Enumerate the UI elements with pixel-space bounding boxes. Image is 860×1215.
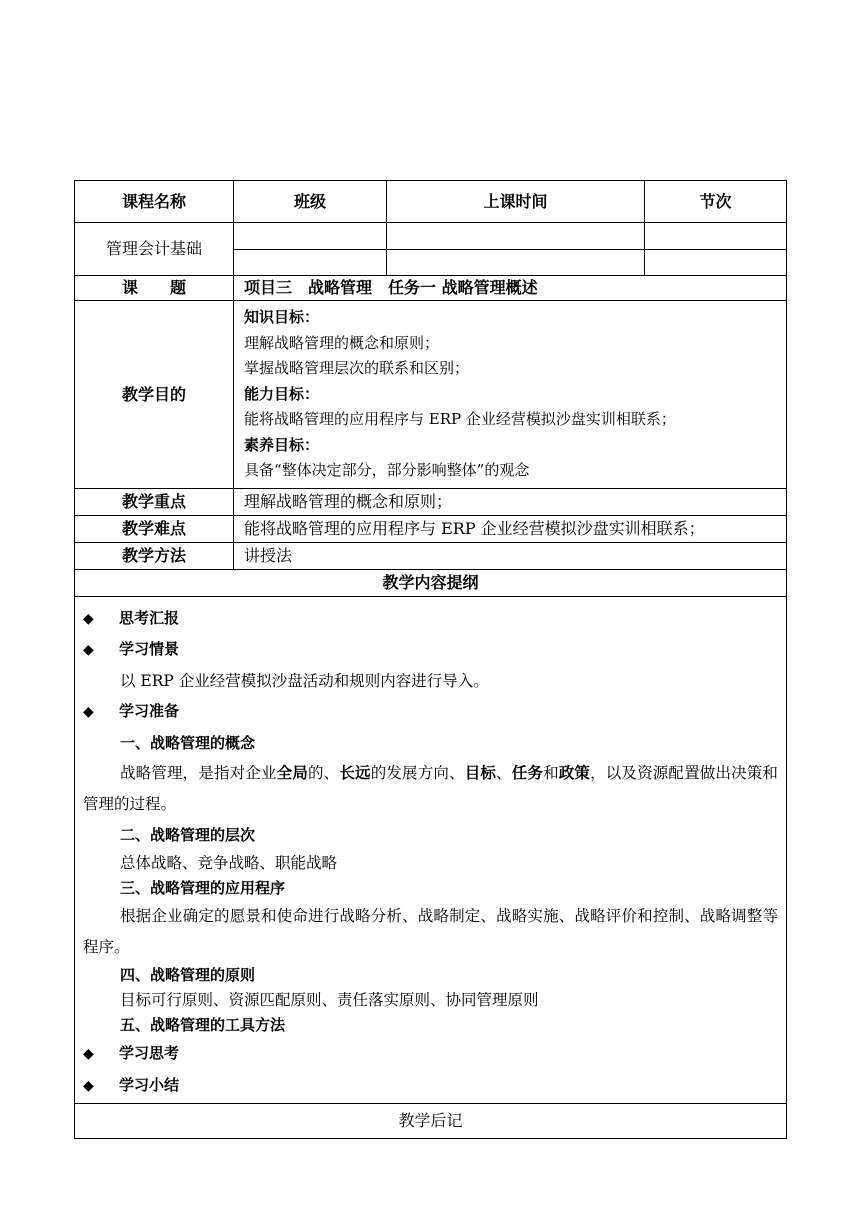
objective-line: 理解战略管理的概念和原则； — [244, 333, 440, 352]
postscript-title: 教学后记 — [75, 1103, 787, 1138]
header-row — [75, 181, 787, 223]
section-heading: 三、战略管理的应用程序 — [120, 879, 286, 898]
topic-row — [75, 276, 787, 301]
objective-line: 知识目标： — [244, 308, 320, 326]
section-heading: 四、战略管理的原则 — [120, 966, 256, 985]
objective-line: 具备“整体决定部分，部分影响整体”的观念 — [244, 461, 530, 479]
period-header: 节次 — [645, 181, 787, 223]
principles-text: 目标可行原则、资源匹配原则、责任落实原则、协同管理原则 — [120, 991, 539, 1010]
lesson-plan-table — [74, 180, 787, 1139]
objective-line: 能力目标： — [244, 384, 320, 403]
diamond-bullet-icon: ◆ — [83, 704, 94, 721]
key-points-row — [75, 488, 787, 515]
class-cell-2 — [234, 249, 387, 276]
period-cell-2 — [645, 249, 787, 276]
list-item: ◆ 学习思考 — [83, 1038, 778, 1070]
course-name-header: 课程名称 — [75, 181, 234, 223]
outline-content-row — [75, 596, 787, 1103]
outline-title: 教学内容提纲 — [75, 569, 787, 596]
postscript-row — [75, 1103, 787, 1138]
list-item: ◆ 思考汇报 — [83, 603, 778, 635]
objective-line: 掌握战略管理层次的联系和区别； — [244, 359, 470, 377]
diamond-bullet-icon: ◆ — [83, 610, 94, 627]
objective-line: 能将战略管理的应用程序与 ERP 企业经营模拟沙盘实训相联系； — [244, 410, 676, 428]
objectives-row — [75, 301, 787, 489]
diamond-bullet-icon: ◆ — [83, 1046, 94, 1063]
key-points-value: 理解战略管理的概念和原则； — [234, 488, 787, 515]
topic-label: 课 题 — [75, 276, 234, 301]
list-item: ◆ 学习准备 — [83, 696, 778, 728]
concept-paragraph: 战略管理，是指对企业全局的、长远的发展方向、目标、任务和政策，以及资源配置做出决策和管理的过程。 — [83, 764, 778, 814]
class-time-header: 上课时间 — [387, 181, 645, 223]
class-cell-1 — [234, 223, 387, 250]
diamond-bullet-icon: ◆ — [83, 642, 94, 659]
objective-line: 素养目标： — [244, 435, 320, 454]
period-cell-1 — [645, 223, 787, 250]
key-points-label: 教学重点 — [75, 488, 234, 515]
objectives-label: 教学目的 — [75, 301, 234, 489]
difficulties-row — [75, 515, 787, 542]
outline-header-row — [75, 569, 787, 596]
course-name-value: 管理会计基础 — [75, 223, 234, 276]
methods-label: 教学方法 — [75, 542, 234, 569]
procedure-paragraph: 根据企业确定的愿景和使命进行战略分析、战略制定、战略实施、战略评价和控制、战略调整等程序。 — [83, 907, 778, 957]
diamond-bullet-icon: ◆ — [83, 1077, 94, 1094]
list-item: ◆ 学习情景 — [83, 634, 778, 666]
scenario-text: 以 ERP 企业经营模拟沙盘活动和规则内容进行导入。 — [120, 671, 489, 690]
section-heading: 一、战略管理的概念 — [120, 733, 256, 752]
topic-value: 项目三 战略管理 任务一 战略管理概述 — [234, 276, 787, 301]
objectives-list — [234, 301, 787, 489]
difficulties-label: 教学难点 — [75, 515, 234, 542]
time-cell-2 — [387, 249, 645, 276]
levels-text: 总体战略、竞争战略、职能战略 — [120, 854, 338, 873]
class-header: 班级 — [234, 181, 387, 223]
section-heading: 二、战略管理的层次 — [120, 826, 256, 845]
section-heading: 五、战略管理的工具方法 — [120, 1016, 286, 1035]
methods-value: 讲授法 — [234, 542, 787, 569]
difficulties-value: 能将战略管理的应用程序与 ERP 企业经营模拟沙盘实训相联系； — [234, 515, 787, 542]
time-cell-1 — [387, 223, 645, 250]
list-item: ◆ 学习小结 — [83, 1070, 778, 1102]
methods-row — [75, 542, 787, 569]
outline-content — [75, 596, 787, 1103]
course-row-1 — [75, 223, 787, 250]
